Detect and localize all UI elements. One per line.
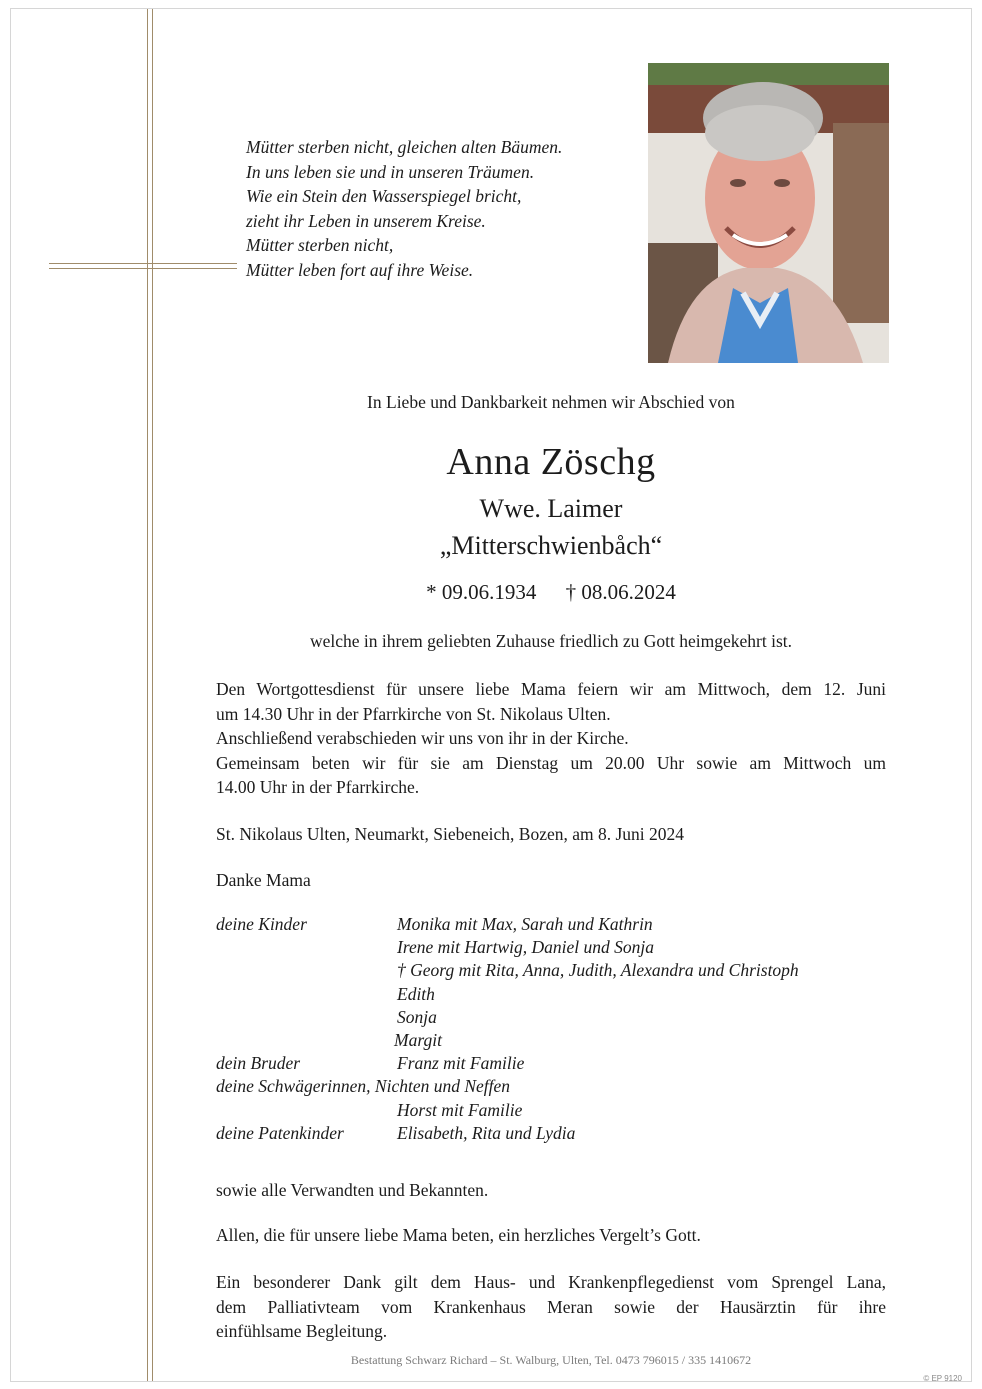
widow-of: Wwe. Laimer bbox=[479, 494, 623, 523]
mourner-role: deine Patenkinder bbox=[216, 1122, 344, 1143]
intro-text: In Liebe und Dankbarkeit nehmen wir Abschied von bbox=[367, 392, 735, 412]
relatives-text: sowie alle Verwandten und Bekannten. bbox=[216, 1180, 489, 1200]
mourner-names: Monika mit Max, Sarah und Kathrin bbox=[397, 914, 653, 934]
special-thanks-line: Ein besonderer Dank gilt dem Haus- und Krankenpflegedienst vom Sprengel Lana, bbox=[216, 1272, 886, 1292]
poem-line: Wie ein Stein den Wasserspiegel bricht, bbox=[246, 186, 522, 206]
mourner-names: Horst mit Familie bbox=[397, 1099, 523, 1120]
service-line: um 14.30 Uhr in der Pfarrkirche von St. Nikolaus Ulten. bbox=[216, 703, 611, 724]
mourner-names: Franz mit Familie bbox=[397, 1053, 525, 1074]
service-line: Gemeinsam beten wir für sie am Dienstag um 20.00 Uhr sowie am Mittwoch um bbox=[216, 752, 886, 773]
mourner-names: † Georg mit Rita, Anna, Judith, Alexandra und Christoph bbox=[397, 960, 799, 981]
funeral-home-footer: Bestattung Schwarz Richard – St. Walburg, Ulten, Tel. 0473 796015 / 335 1410672 bbox=[350, 1353, 752, 1367]
poem-line: zieht ihr Leben in unserem Kreise. bbox=[246, 210, 486, 231]
service-line: 14.00 Uhr in der Pfarrkirche. bbox=[216, 777, 420, 797]
poem-line: Mütter leben fort auf ihre Weise. bbox=[246, 259, 474, 280]
thanks-mama bbox=[216, 868, 886, 893]
service-line: Anschließend verabschieden wir uns von ihr in der Kirche. bbox=[216, 728, 629, 748]
relatives bbox=[216, 1178, 886, 1203]
special-thanks-line: einfühlsame Begleitung. bbox=[216, 1321, 388, 1341]
special-thanks-line: dem Palliativteam vom Krankenhaus Meran sowie der Hausärztin für ihre bbox=[216, 1296, 886, 1317]
vergelts-gott bbox=[216, 1223, 886, 1248]
place-date-text: St. Nikolaus Ulten, Neumarkt, Siebeneich, Bozen, am 8. Juni 2024 bbox=[216, 824, 685, 844]
portrait-image bbox=[648, 63, 889, 363]
mourner-names: Irene mit Hartwig, Daniel und Sonja bbox=[397, 937, 654, 958]
place-date bbox=[216, 822, 886, 847]
service-paragraph bbox=[216, 677, 886, 800]
homecoming-text: welche in ihrem geliebten Zuhause friedlich zu Gott heimgekehrt ist. bbox=[309, 631, 793, 651]
mourner-role: dein Bruder bbox=[216, 1053, 301, 1074]
poem-line: Mütter sterben nicht, bbox=[246, 235, 394, 255]
cross-horizontal-line bbox=[49, 268, 237, 269]
special-thanks bbox=[216, 1270, 886, 1344]
mourner-names: Elisabeth, Rita und Lydia bbox=[397, 1122, 576, 1143]
deceased-name: Anna Zöschg bbox=[446, 441, 656, 483]
death-date: † 08.06.2024 bbox=[565, 580, 676, 604]
poem-line: Mütter sterben nicht, gleichen alten Bäumen. bbox=[246, 137, 563, 157]
life-dates bbox=[140, 580, 962, 605]
mourner-names: Edith bbox=[397, 983, 435, 1004]
mourner-role: deine Schwägerinnen, Nichten und Neffen bbox=[216, 1076, 511, 1097]
cross-vertical-line bbox=[152, 9, 153, 1381]
service-line: Den Wortgottesdienst für unsere liebe Mama feiern wir am Mittwoch, dem 12. Juni bbox=[216, 679, 886, 699]
thanks-mama-text: Danke Mama bbox=[216, 870, 311, 890]
cross-horizontal-line bbox=[49, 263, 237, 264]
vergelts-text: Allen, die für unsere liebe Mama beten, ein herzliches Vergelt’s Gott. bbox=[216, 1225, 701, 1245]
mourner-names: Sonja bbox=[397, 1006, 437, 1027]
mourner-names: Margit bbox=[394, 1029, 442, 1050]
print-code: © EP 9120 bbox=[923, 1374, 962, 1383]
poem bbox=[246, 135, 562, 282]
mourner-role: deine Kinder bbox=[216, 914, 307, 934]
house-name: „Mitterschwienbåch“ bbox=[439, 531, 663, 560]
portrait-photo bbox=[648, 63, 889, 363]
poem-line: In uns leben sie und in unseren Träumen. bbox=[246, 161, 535, 182]
cross-vertical-line bbox=[147, 9, 148, 1381]
birth-date: * 09.06.1934 bbox=[426, 580, 537, 604]
